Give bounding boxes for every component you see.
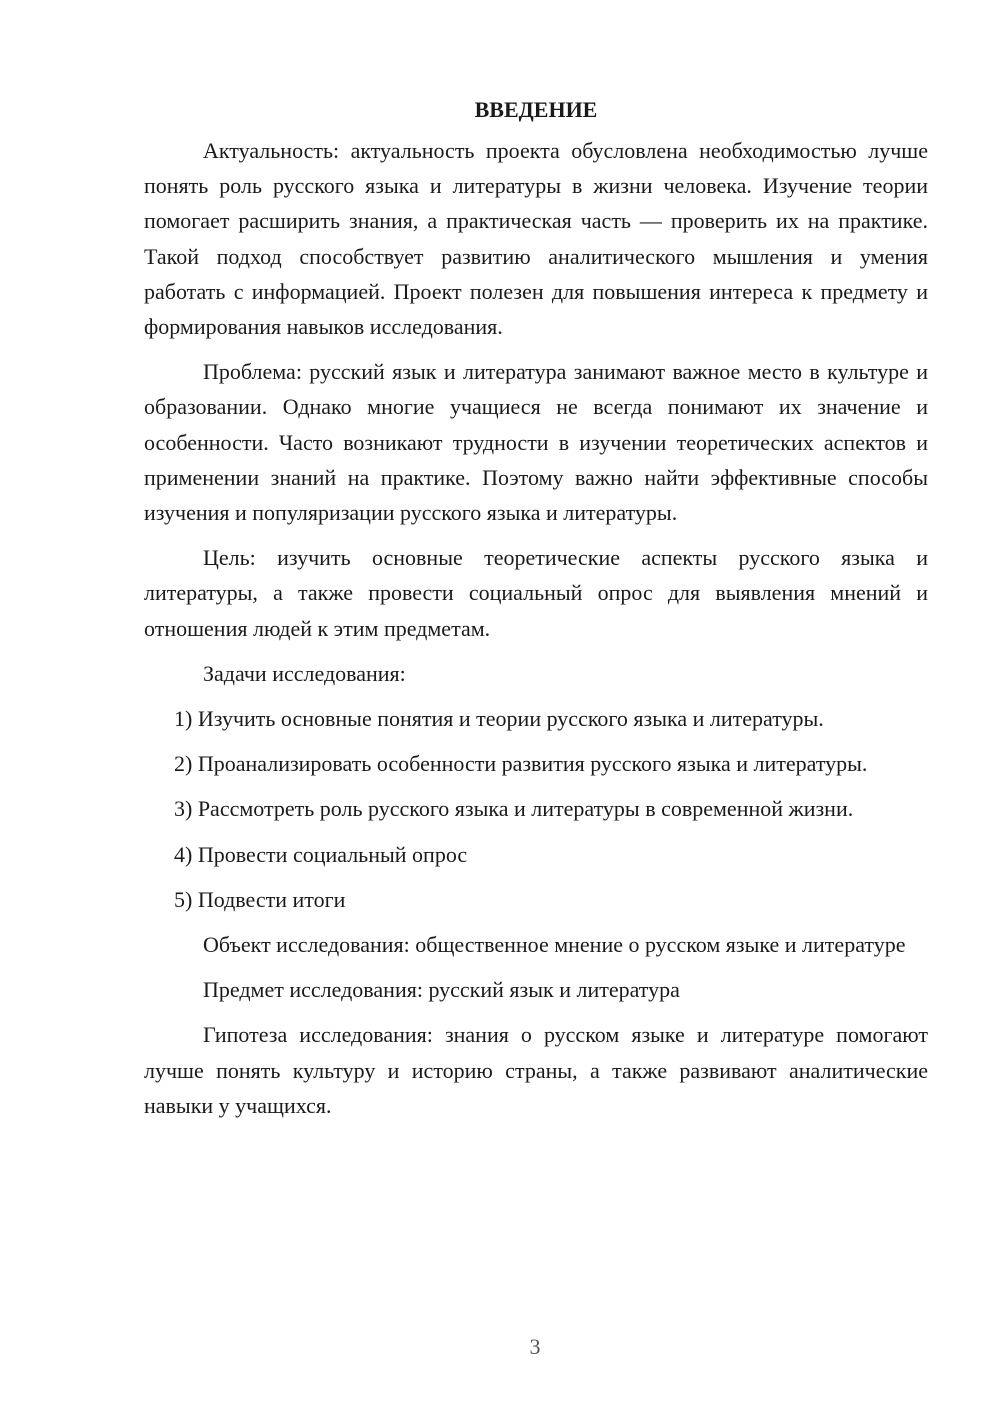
subject-paragraph: Предмет исследования: русский язык и литература xyxy=(203,977,680,1003)
page-number: 3 xyxy=(529,1334,541,1359)
task-item-5: 5) Подвести итоги xyxy=(174,886,346,912)
problem-paragraph: Проблема: русский язык и литература занимают важное место в культуре и образовании. Однако многие учащиеся не всегда понимают их значение и особенности. Часто возникают трудности в изучении теоретических аспектов и применении знаний на практике. Поэтому важно найти эффективные способы изучения и популяризации русского языка и литературы. xyxy=(144,359,928,526)
task-item-3: 3) Рассмотреть роль русского языка и литературы в современной жизни. xyxy=(174,796,854,822)
hypothesis-paragraph: Гипотеза исследования: знания о русском языке и литературе помогают лучше понять культуру и историю страны, а также развивают аналитические навыки у учащихся. xyxy=(144,1022,928,1118)
document-page xyxy=(144,92,928,1133)
object-paragraph: Объект исследования: общественное мнение о русском языке и литературе xyxy=(203,932,906,958)
task-item-1: 1) Изучить основные понятия и теории русского языка и литературы. xyxy=(174,706,824,732)
task-item-2: 2) Проанализировать особенности развития русского языка и литературы. xyxy=(174,751,868,777)
tasks-heading: Задачи исследования: xyxy=(203,660,406,686)
section-title: ВВЕДЕНИЕ xyxy=(474,97,598,122)
relevance-paragraph: Актуальность: актуальность проекта обусловлена необходимостью лучше понять роль русского языка и литературы в жизни человека. Изучение теории помогает расширить знания, а практическая часть — проверить их на практике. Такой подход способствует развитию аналитического мышления и умения работать с информацией. Проект полезен для повышения интереса к предмету и формирования навыков исследования. xyxy=(144,138,928,340)
task-item-4: 4) Провести социальный опрос xyxy=(174,841,468,867)
goal-paragraph: Цель: изучить основные теоретические аспекты русского языка и литературы, а также провести социальный опрос для выявления мнений и отношения людей к этим предметам. xyxy=(144,545,928,641)
